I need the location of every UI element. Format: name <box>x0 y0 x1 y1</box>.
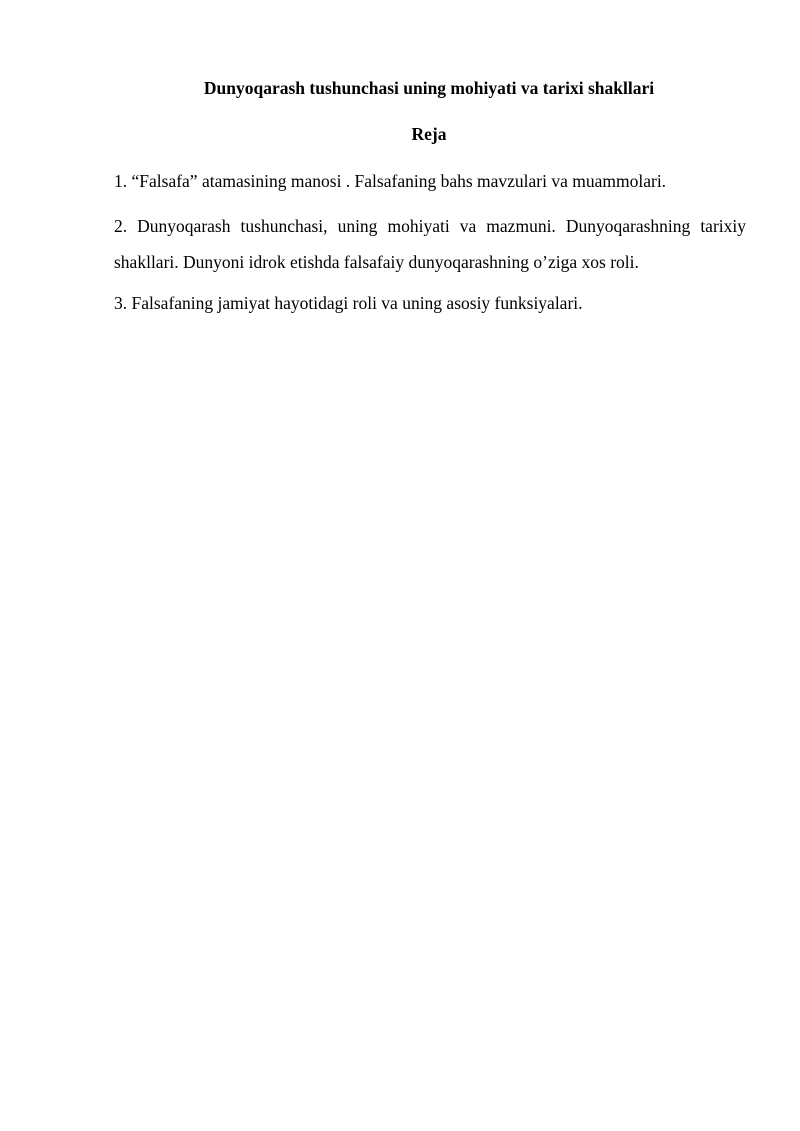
plan-item-2: 2. Dunyoqarash tushunchasi, uning mohiyati va mazmuni. Dunyoqarashning tarixiy shakllari. Dunyoni idrok etishda falsafaiy dunyoqarashning o’ziga xos roli. <box>114 216 746 272</box>
plan-heading: Reja <box>411 124 447 144</box>
document-title: Dunyoqarash tushunchasi uning mohiyati va tarixi shakllari <box>203 78 655 98</box>
plan-item-1: 1. “Falsafa” atamasining manosi . Falsafaning bahs mavzulari va muammolari. <box>114 171 667 191</box>
plan-item-3: 3. Falsafaning jamiyat hayotidagi roli va uning asosiy funksiyalari. <box>114 293 583 313</box>
